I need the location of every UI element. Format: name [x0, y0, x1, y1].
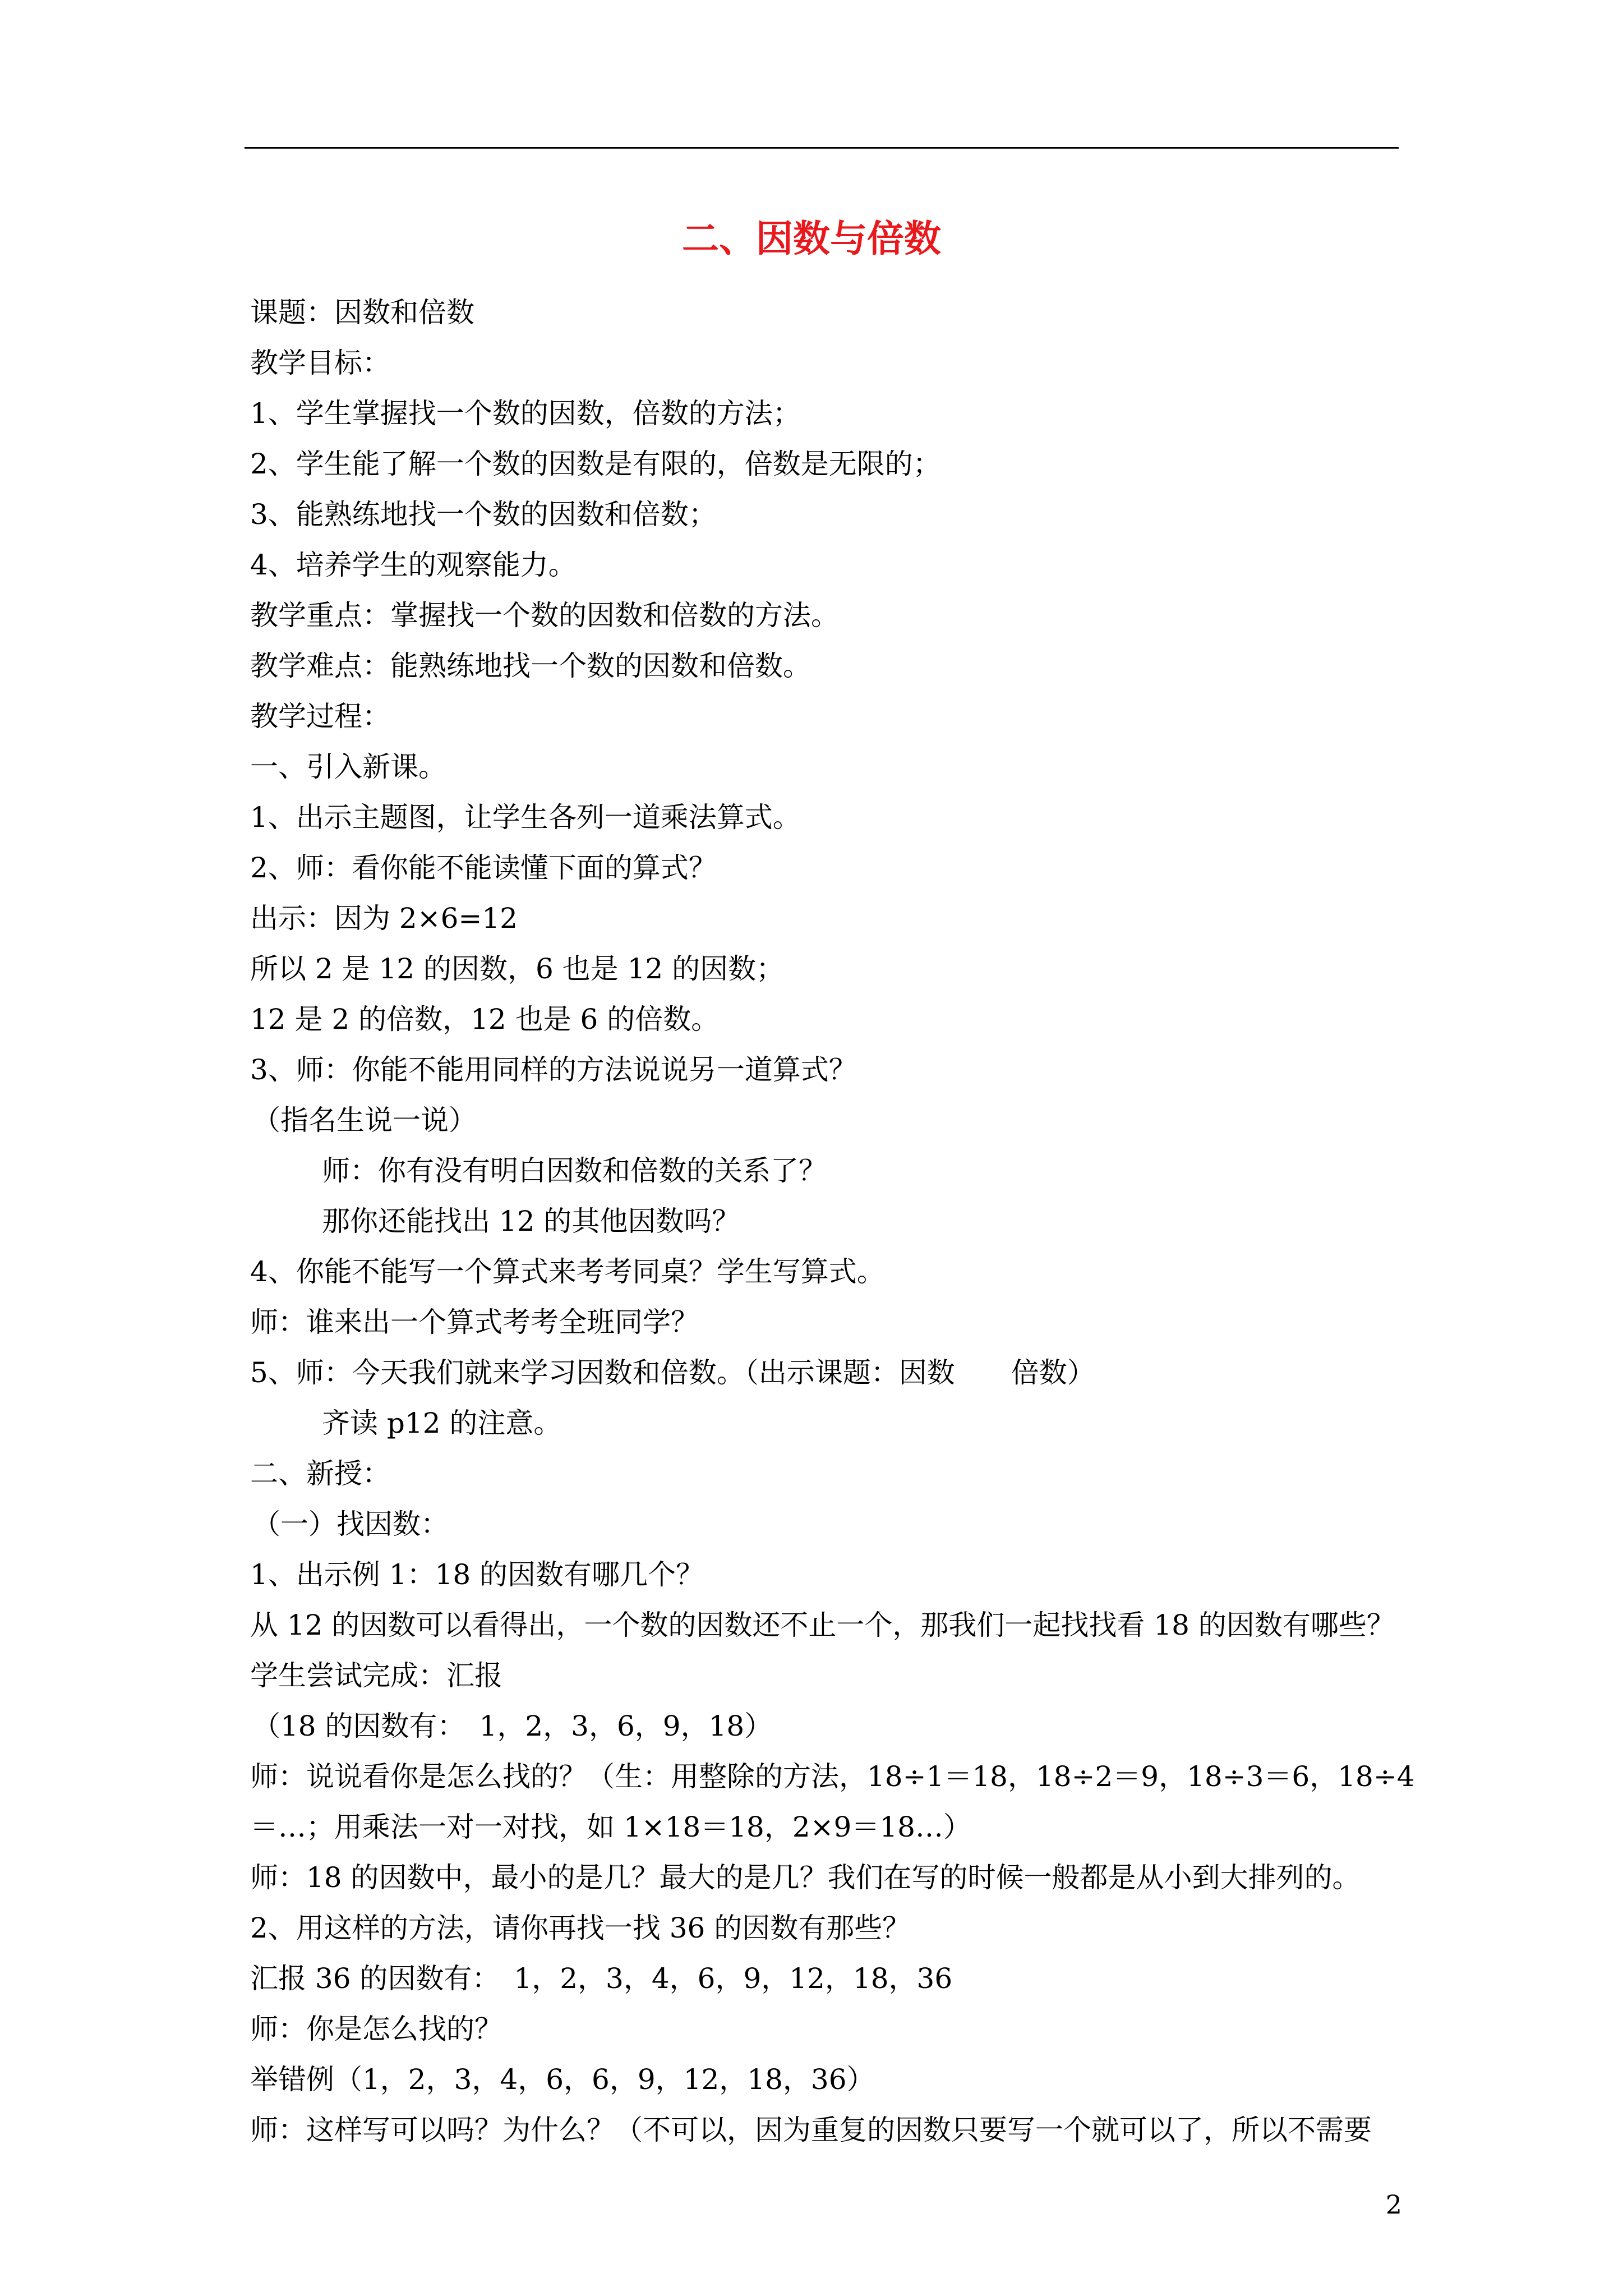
text-line: 4、培养学生的观察能力。: [250, 549, 577, 581]
text-line: 师：18 的因数中，最小的是几？最大的是几？我们在写的时候一般都是从小到大排列的。: [250, 1861, 1361, 1894]
text-line: 师：这样写可以吗？为什么？（不可以，因为重复的因数只要写一个就可以了，所以不需要: [250, 2114, 1372, 2146]
text-line: 2、学生能了解一个数的因数是有限的，倍数是无限的；: [250, 448, 941, 480]
lesson-body: [250, 287, 1415, 2155]
text-line: （指名生说一说）: [252, 1104, 477, 1137]
text-line: 4、你能不能写一个算式来考考同桌？学生写算式。: [250, 1255, 885, 1288]
text-line: 1、出示例 1：18 的因数有哪几个？: [250, 1558, 704, 1591]
text-line: 所以 2 是 12 的因数，6 也是 12 的因数；: [250, 953, 785, 985]
text-line: ＝…；用乘法一对一对找，如 1×18＝18，2×9＝18…）: [250, 1811, 971, 1843]
text-line: 一、引入新课。: [250, 751, 446, 783]
text-line: 二、新授：: [250, 1457, 390, 1490]
page-title: 二、因数与倍数: [682, 217, 941, 260]
text-line: 教学重点：掌握找一个数的因数和倍数的方法。: [250, 599, 839, 632]
text-line: 那你还能找出 12 的其他因数吗？: [322, 1205, 740, 1237]
text-line: 2、用这样的方法，请你再找一找 36 的因数有那些？: [250, 1912, 911, 1944]
text-line: 教学目标：: [250, 347, 390, 379]
text-line: 师：说说看你是怎么找的？（生：用整除的方法，18÷1＝18，18÷2＝9，18÷3＝6，18÷4: [250, 1760, 1415, 1793]
text-line: （一）找因数：: [252, 1508, 449, 1540]
text-line: 2、师：看你能不能读懂下面的算式？: [250, 852, 717, 884]
page-number: 2: [1385, 2189, 1402, 2220]
text-line: 1、学生掌握找一个数的因数，倍数的方法；: [250, 397, 801, 430]
text-line: 师：谁来出一个算式考考全班同学？: [250, 1306, 699, 1338]
text-line: 师：你有没有明白因数和倍数的关系了？: [322, 1154, 827, 1187]
text-line: 3、师：你能不能用同样的方法说说另一道算式？: [250, 1053, 857, 1086]
text-line: 5、师：今天我们就来学习因数和倍数。（出示课题：因数 倍数）: [250, 1356, 1095, 1389]
text-line: （18 的因数有： 1，2，3，6，9，18）: [252, 1710, 773, 1742]
text-line: 举错例（1，2，3，4，6，6，9，12，18，36）: [250, 2063, 875, 2096]
text-line: 学生尝试完成：汇报: [250, 1659, 502, 1692]
text-line: 1、出示主题图，让学生各列一道乘法算式。: [250, 801, 801, 834]
text-line: 师：你是怎么找的？: [250, 2013, 502, 2045]
header-rule: [245, 147, 1399, 149]
text-line: 12 是 2 的倍数，12 也是 6 的倍数。: [250, 1003, 720, 1036]
text-line: 齐读 p12 的注意。: [322, 1407, 562, 1439]
text-line: 3、能熟练地找一个数的因数和倍数；: [250, 498, 717, 531]
text-line: 出示：因为 2×6=12: [250, 902, 518, 935]
text-line: 从 12 的因数可以看得出，一个数的因数还不止一个，那我们一起找找看 18 的因数有哪些？: [250, 1609, 1395, 1641]
text-line: 教学难点：能熟练地找一个数的因数和倍数。: [250, 650, 811, 682]
text-line: 汇报 36 的因数有： 1，2，3，4，6，9，12，18，36: [250, 1962, 953, 1995]
text-line: 教学过程：: [250, 700, 390, 733]
text-line: 课题：因数和倍数: [250, 296, 474, 329]
